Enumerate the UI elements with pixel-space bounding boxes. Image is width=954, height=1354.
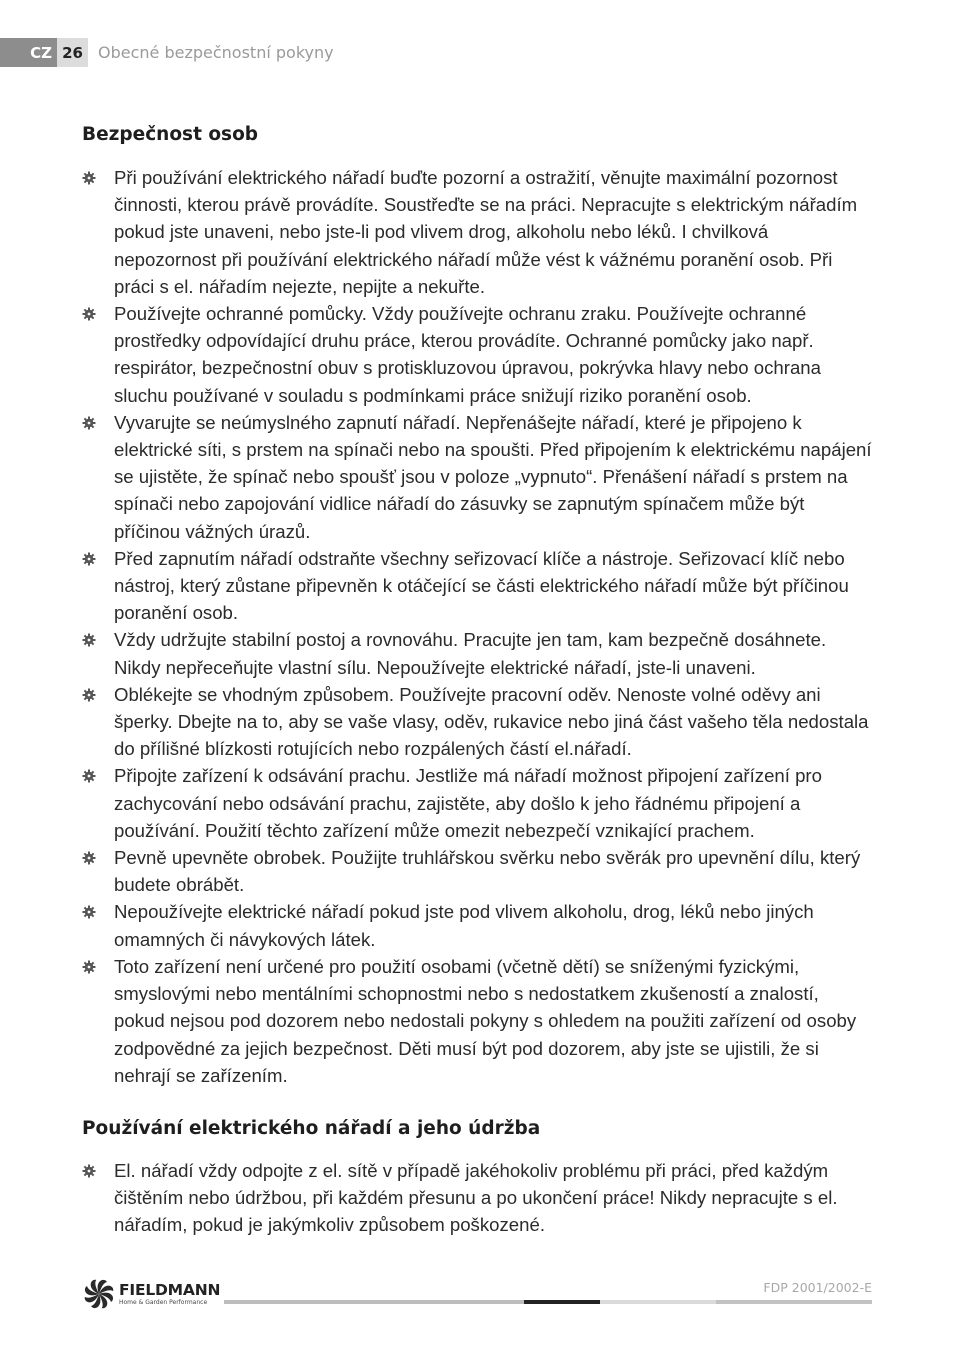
list-item-text: Oblékejte se vhodným způsobem. Používejte pracovní oděv. Nenoste volné oděvy ani šperky. Dbejte na to, aby se vaše vlasy, oděv, rukavice nebo jiná část vašeho těla nedostala do přílišné blízkosti rotujících nebo rozpálených částí el.nářadí. — [114, 683, 869, 760]
gear-bullet-icon — [82, 960, 96, 974]
footer-rule-accent — [524, 1300, 600, 1304]
header-title: Obecné bezpečnostní pokyny — [98, 43, 334, 62]
footer-rule-mid — [600, 1300, 716, 1304]
list-item — [82, 1157, 874, 1239]
list-item — [82, 545, 874, 627]
gear-bullet-icon — [82, 416, 96, 430]
list-item-text: Vyvarujte se neúmyslného zapnutí nářadí. Nepřenášejte nářadí, které je připojeno k elektrické síti, s prstem na spínači nebo na spoušti. Před připojením k elektrickému napájení se ujistěte, že spínač nebo spoušť jsou v poloze „vypnuto“. Přenášení nářadí s prstem na spínači nebo zapojování vidlice nářadí do zásuvky se zapnutým spínačem může být příčinou vážných úrazů. — [114, 411, 872, 542]
section-heading-tool-use: Používání elektrického nářadí a jeho údržba — [82, 1118, 541, 1139]
list-item-text: Používejte ochranné pomůcky. Vždy používejte ochranu zraku. Používejte ochranné prostředky odpovídající druhu práce, kterou provádíte. Ochranné pomůcky jako např. respirátor, bezpečnostní obuv s protiskluzovou úpravou, pokrývka hlavy nebo ochrana sluchu používané v souladu s podmínkami práce snižují riziko poranění osob. — [114, 303, 821, 406]
gear-bullet-icon — [82, 1164, 96, 1178]
brand-tagline: Home & Garden Performance — [119, 1299, 208, 1306]
list-item — [82, 898, 874, 952]
section-heading-personal-safety: Bezpečnost osob — [82, 124, 259, 145]
gear-bullet-icon — [82, 633, 96, 647]
list-item — [82, 626, 874, 680]
list-item — [82, 844, 874, 898]
page-number: 26 — [57, 38, 88, 67]
language-badge: CZ — [0, 38, 57, 67]
brand-name: FIELDMANN — [119, 1281, 221, 1299]
list-item-text: Pevně upevněte obrobek. Použijte truhlářskou svěrku nebo svěrák pro upevnění dílu, který budete obrábět. — [114, 847, 861, 896]
list-item — [82, 681, 874, 763]
list-item-text: Vždy udržujte stabilní postoj a rovnováhu. Pracujte jen tam, kam bezpečně dosáhnete. Nikdy nepřeceňujte vlastní sílu. Nepoužívejte elektrické nářadí, jste-li unaveni. — [114, 629, 827, 678]
list-item-text: Připojte zařízení k odsávání prachu. Jestliže má nářadí možnost připojení zařízení pro zachycování nebo odsávání prachu, zajistěte, aby došlo k jeho řádnému připojení a používání. Použití těchto zařízení může omezit nebezpečí vznikající prachem. — [114, 765, 822, 841]
list-item-text: Před zapnutím nářadí odstraňte všechny seřizovací klíče a nástroje. Seřizovací klíč nebo nástroj, který zůstane připevněn k otáčející se části elektrického nářadí může být příčinou poranění osob. — [114, 547, 849, 624]
gear-bullet-icon — [82, 688, 96, 702]
safety-list — [82, 164, 874, 1089]
list-item-text: Toto zařízení není určené pro použití osobami (včetně dětí) se sníženými fyzickými, smyslovými nebo mentálními schopnostmi nebo s nedostatkem zkušeností a znalostí, pokud nejsou pod dozorem nebo nedostali pokyny s ohledem na použiti zařízení od osoby zodpovědné za jejich bezpečnost. Děti musí být pod dozorem, aby jste se ujistili, že si nehrají se zařízením. — [114, 955, 857, 1086]
gear-bullet-icon — [82, 307, 96, 321]
tool-use-list — [82, 1157, 874, 1239]
page-header — [0, 38, 334, 67]
list-item-text: Nepoužívejte elektrické nářadí pokud jste pod vlivem alkoholu, drog, léků nebo jiných omamných či návykových látek. — [114, 901, 814, 950]
list-item — [82, 300, 874, 409]
footer-rule-left — [224, 1300, 524, 1304]
list-item — [82, 762, 874, 844]
list-item-text: Při používání elektrického nářadí buďte pozorní a ostražití, věnujte maximální pozornost činnosti, kterou právě provádíte. Soustřeďte se na práci. Nepracujte s elektrickým nářadím pokud jste unaveni, nebo jste-li pod vlivem drog, alkoholu nebo léků. I chvilková nepozornost při používání elektrického nářadí může vést k vážnému poranění osob. Při práci s el. nářadím nejezte, nepijte a nekuřte. — [114, 167, 858, 297]
brand-logo — [82, 1276, 222, 1312]
gear-bullet-icon — [82, 905, 96, 919]
gear-bullet-icon — [82, 171, 96, 185]
gear-bullet-icon — [82, 851, 96, 865]
list-item-text: El. nářadí vždy odpojte z el. sítě v případě jakéhokoliv problému při práci, před každým čištěním nebo údržbou, při každém přesunu a po ukončení práce! Nikdy nepracujte s el. nářadím, pokud je jakýmkoliv způsobem poškozené. — [114, 1160, 838, 1236]
list-item — [82, 409, 874, 545]
footer-rule-right — [716, 1300, 872, 1304]
fan-logo-icon — [82, 1277, 116, 1311]
model-number: FDP 2001/2002-E — [763, 1280, 872, 1295]
list-item — [82, 953, 874, 1089]
gear-bullet-icon — [82, 769, 96, 783]
list-item — [82, 164, 874, 300]
gear-bullet-icon — [82, 552, 96, 566]
